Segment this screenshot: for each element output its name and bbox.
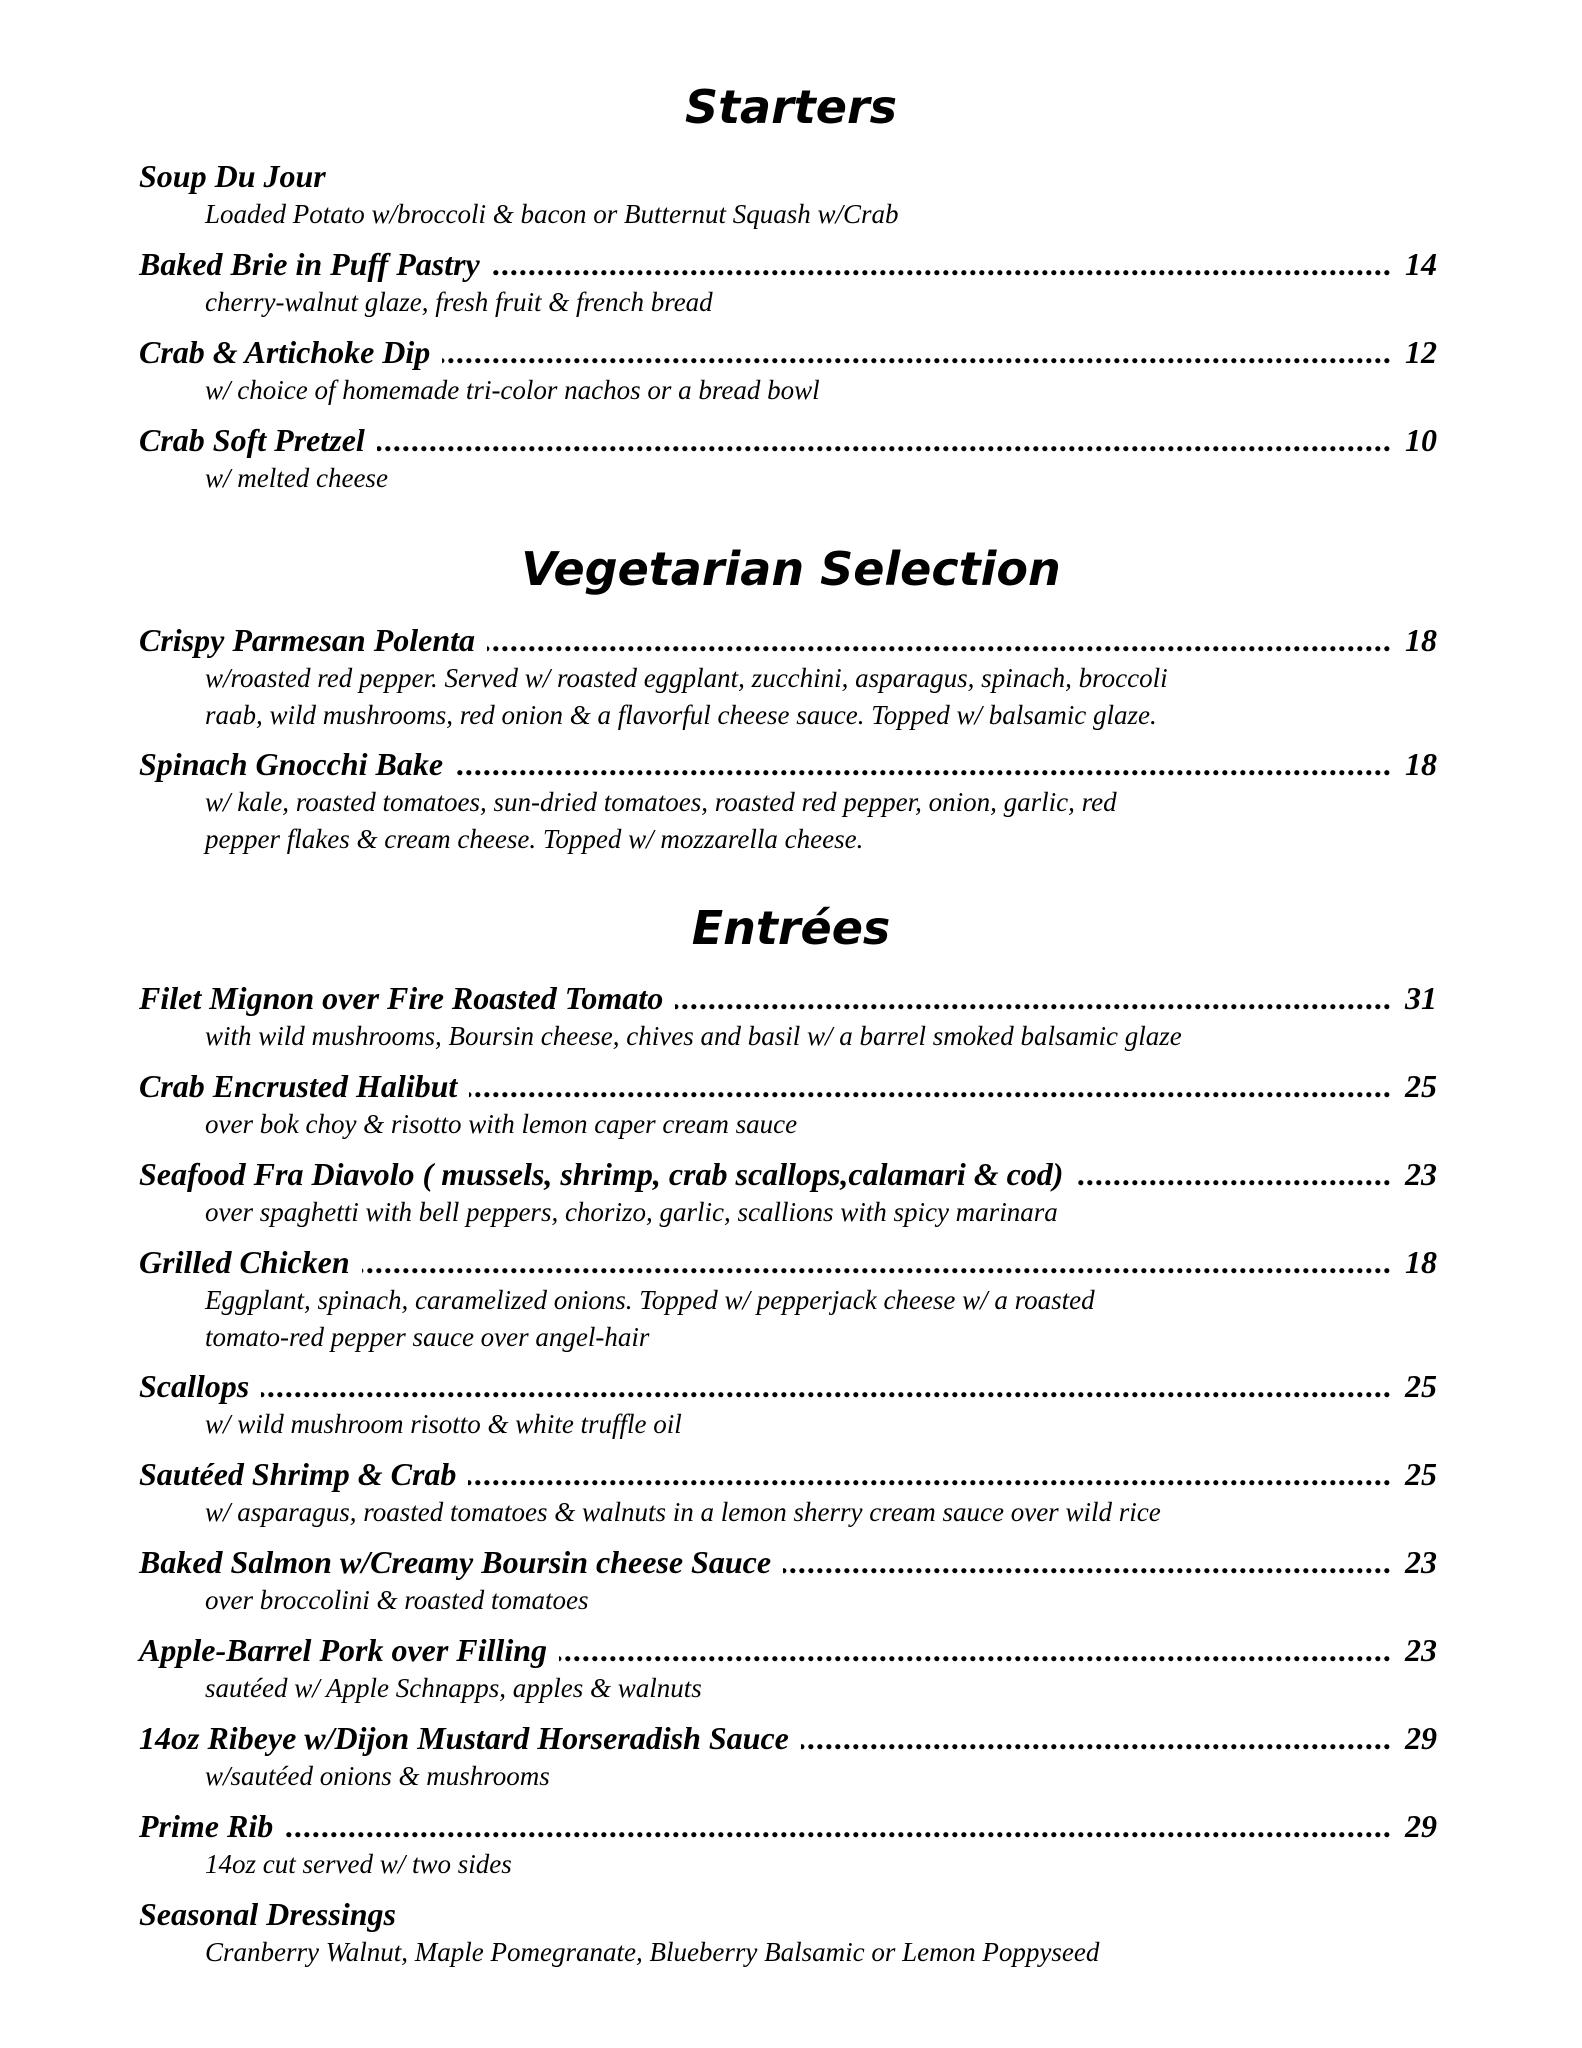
- menu-item: [139, 1896, 1437, 1971]
- item-price: 12: [1405, 334, 1437, 370]
- item-price: 25: [1405, 1068, 1437, 1104]
- section-title-entrees: Entrées: [691, 901, 891, 955]
- menu-item: [139, 1068, 1437, 1143]
- item-price: 14: [1405, 246, 1437, 282]
- menu-item: [139, 1632, 1437, 1707]
- menu-item: [139, 980, 1437, 1055]
- item-name: Baked Brie in Puff Pastry: [139, 246, 480, 282]
- menu-item: [139, 1368, 1437, 1443]
- menu-item: [139, 246, 1437, 321]
- item-description: over broccolini & roasted tomatoes: [205, 1585, 589, 1615]
- item-description: w/roasted red pepper. Served w/ roasted eggplant, zucchini, asparagus, spinach, broccoli raab, wild mushrooms, red onion & a flavorful cheese sauce. Topped w/ balsamic glaze.: [205, 663, 1168, 730]
- item-name: Soup Du Jour: [139, 158, 326, 194]
- item-name: Grilled Chicken: [139, 1244, 350, 1280]
- dot-leader: [468, 1456, 1393, 1492]
- menu-item: [139, 746, 1437, 858]
- item-price: 18: [1405, 746, 1437, 782]
- item-description: w/sautéed onions & mushrooms: [205, 1761, 550, 1791]
- item-price: 18: [1405, 1244, 1437, 1280]
- item-name: Crab Encrusted Halibut: [139, 1068, 458, 1104]
- item-description: Eggplant, spinach, caramelized onions. Topped w/ pepperjack cheese w/ a roasted tomato-red pepper sauce over angel-hair: [205, 1285, 1095, 1352]
- item-description: Cranberry Walnut, Maple Pomegranate, Blueberry Balsamic or Lemon Poppyseed: [205, 1937, 1100, 1967]
- item-description: w/ asparagus, roasted tomatoes & walnuts in a lemon sherry cream sauce over wild rice: [205, 1497, 1161, 1527]
- menu-item: [139, 158, 1437, 233]
- item-description: over bok choy & risotto with lemon caper cream sauce: [205, 1109, 798, 1139]
- dot-leader: [285, 1808, 1393, 1844]
- item-description: sautéed w/ Apple Schnapps, apples & walnuts: [205, 1673, 702, 1703]
- item-description: w/ melted cheese: [205, 463, 388, 493]
- dot-leader: [492, 246, 1393, 282]
- item-name: Apple-Barrel Pork over Filling: [139, 1632, 547, 1668]
- dot-leader: [455, 746, 1393, 782]
- item-price: 18: [1405, 622, 1437, 658]
- dot-leader: [469, 1068, 1393, 1104]
- item-name: 14oz Ribeye w/Dijon Mustard Horseradish Sauce: [139, 1720, 789, 1756]
- item-name: Filet Mignon over Fire Roasted Tomato: [139, 980, 664, 1016]
- item-price: 31: [1405, 980, 1437, 1016]
- menu-item: [139, 1544, 1437, 1619]
- menu-item: [139, 622, 1437, 734]
- item-name: Sautéed Shrimp & Crab: [139, 1456, 457, 1492]
- menu-item: [139, 1156, 1437, 1231]
- item-name: Crab Soft Pretzel: [139, 422, 365, 458]
- item-price: 29: [1405, 1720, 1437, 1756]
- item-price: 23: [1405, 1632, 1437, 1668]
- item-price: 23: [1405, 1156, 1437, 1192]
- item-description: with wild mushrooms, Boursin cheese, chives and basil w/ a barrel smoked balsamic glaze: [205, 1021, 1182, 1051]
- item-description: cherry-walnut glaze, fresh fruit & french bread: [205, 287, 713, 317]
- section-title-vegetarian: Vegetarian Selection: [521, 542, 1061, 596]
- dot-leader: [675, 980, 1393, 1016]
- item-price: 10: [1405, 422, 1437, 458]
- menu-item: [139, 1244, 1437, 1356]
- dot-leader: [487, 622, 1393, 658]
- item-name: Crab & Artichoke Dip: [139, 334, 431, 370]
- dot-leader: [261, 1368, 1393, 1404]
- item-price: 25: [1405, 1368, 1437, 1404]
- dot-leader: [442, 334, 1393, 370]
- item-description: w/ choice of homemade tri-color nachos or a bread bowl: [205, 375, 820, 405]
- dot-leader: [362, 1244, 1393, 1280]
- menu-item: [139, 1720, 1437, 1795]
- item-name: Seasonal Dressings: [139, 1896, 396, 1932]
- item-name: Crispy Parmesan Polenta: [139, 622, 476, 658]
- item-price: 25: [1405, 1456, 1437, 1492]
- item-description: w/ wild mushroom risotto & white truffle oil: [205, 1409, 682, 1439]
- menu-item: [139, 1808, 1437, 1883]
- menu-item: [139, 422, 1437, 497]
- item-description: Loaded Potato w/broccoli & bacon or Butternut Squash w/Crab: [205, 199, 899, 229]
- item-name: Baked Salmon w/Creamy Boursin cheese Sauce: [139, 1544, 772, 1580]
- dot-leader: [783, 1544, 1393, 1580]
- item-price: 23: [1405, 1544, 1437, 1580]
- section-title-starters: Starters: [684, 80, 898, 134]
- item-name: Seafood Fra Diavolo ( mussels, shrimp, crab scallops,calamari & cod): [139, 1156, 1064, 1192]
- dot-leader: [559, 1632, 1393, 1668]
- item-name: Prime Rib: [139, 1808, 274, 1844]
- dot-leader: [1075, 1156, 1393, 1192]
- menu-item: [139, 1456, 1437, 1531]
- item-name: Spinach Gnocchi Bake: [139, 746, 444, 782]
- item-name: Scallops: [139, 1368, 250, 1404]
- dot-leader: [377, 422, 1393, 458]
- item-description: 14oz cut served w/ two sides: [205, 1849, 512, 1879]
- menu-item: [139, 334, 1437, 409]
- item-price: 29: [1405, 1808, 1437, 1844]
- item-description: w/ kale, roasted tomatoes, sun-dried tomatoes, roasted red pepper, onion, garlic, red pepper flakes & cream cheese. Topped w/ mozzarella cheese.: [205, 787, 1117, 854]
- dot-leader: [801, 1720, 1393, 1756]
- item-description: over spaghetti with bell peppers, chorizo, garlic, scallions with spicy marinara: [205, 1197, 1058, 1227]
